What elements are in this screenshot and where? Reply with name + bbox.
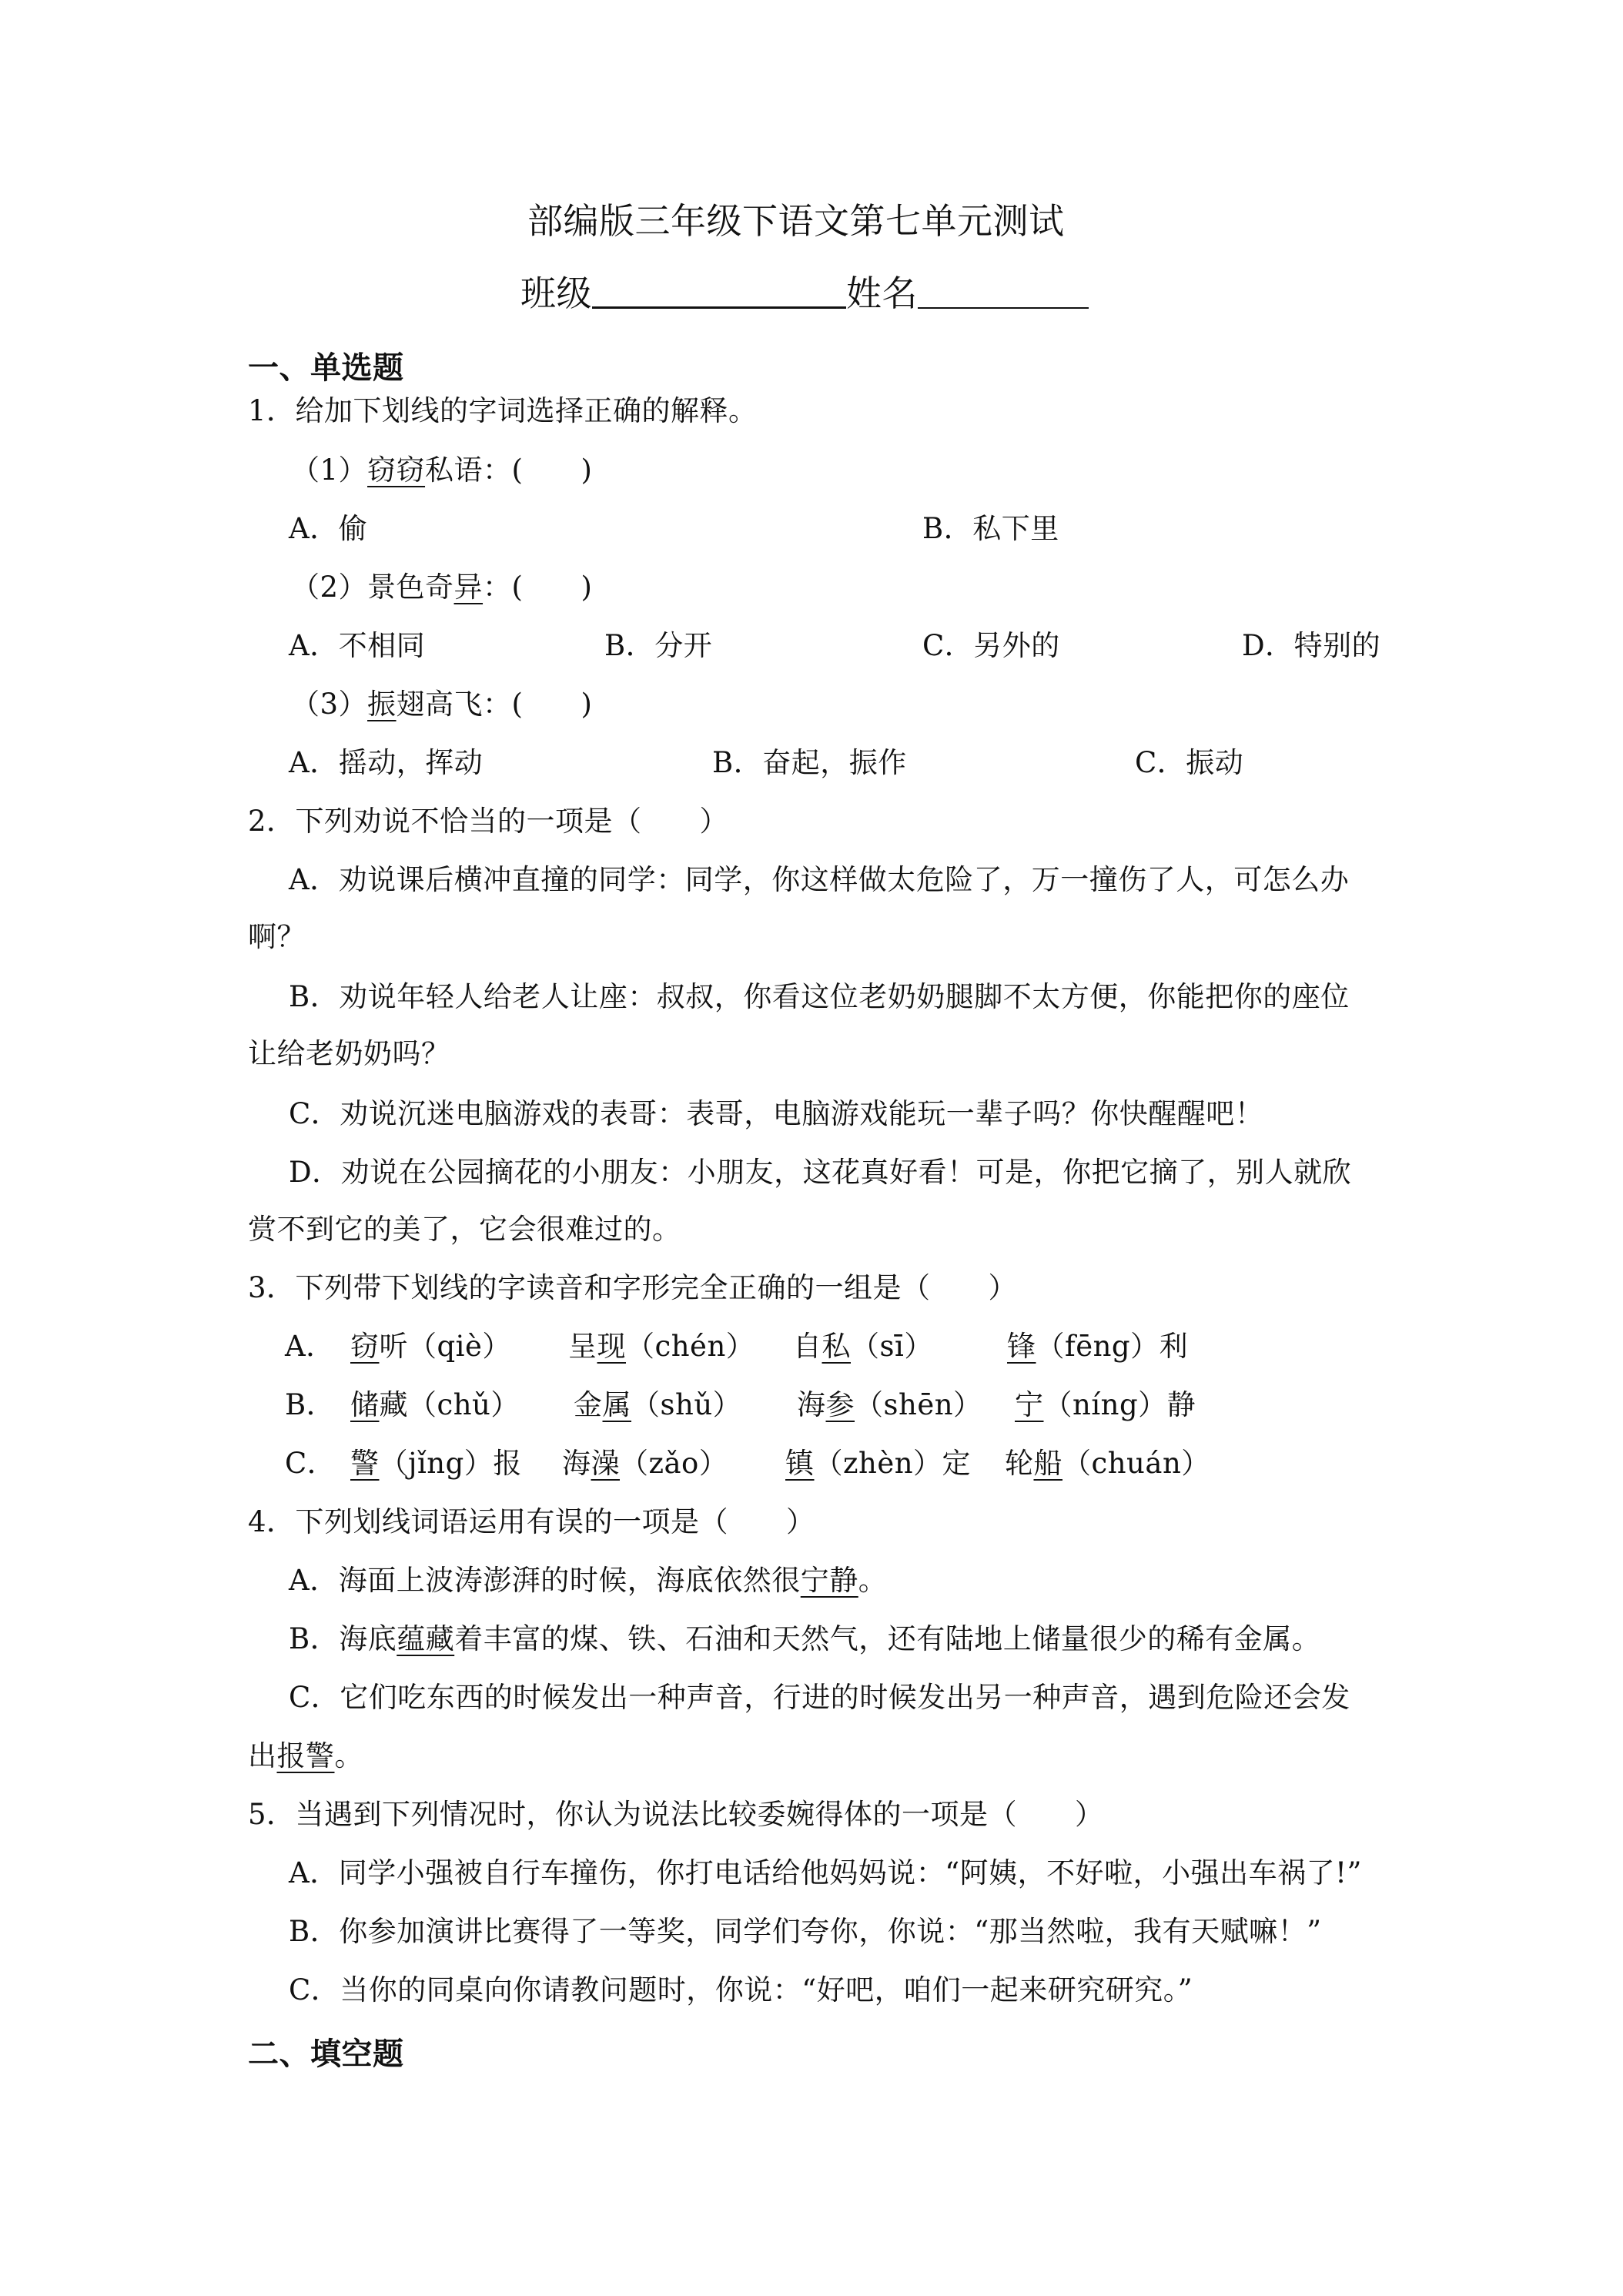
- q1-sub2-option-d: D．特别的: [1242, 629, 1381, 662]
- q2-stem: 2．下列劝说不恰当的一项是（ ）: [248, 805, 729, 838]
- q1-sub1: （1）窃窃私语：( ): [291, 454, 593, 487]
- q3-row-a-item-3: 自私（sī）: [793, 1330, 933, 1363]
- q3-stem: 3．下列带下划线的字读音和字形完全正确的一组是（ ）: [248, 1271, 1018, 1304]
- q1-sub2-option-a: A．不相同: [289, 629, 426, 662]
- q4-option-a: A．海面上波涛澎湃的时候，海底依然很宁静。: [289, 1564, 888, 1597]
- q3-row-c-item-4: 轮船（chuán）: [1005, 1447, 1210, 1480]
- q3-row-c-item-3: 镇（zhèn）定: [785, 1447, 972, 1480]
- q5-option-b: B．你参加演讲比赛得了一等奖，同学们夸你，你说：“那当然啦，我有天赋嘛！”: [289, 1915, 1322, 1948]
- name-label: 姓名: [846, 273, 918, 314]
- q4-option-b: B．海底蕴藏着丰富的煤、铁、石油和天然气，还有陆地上储量很少的稀有金属。: [289, 1622, 1321, 1655]
- underlined-word: 异: [453, 571, 484, 604]
- q2-option-d: D．劝说在公园摘花的小朋友：小朋友，这花真好看！可是，你把它摘了，别人就欣: [289, 1156, 1352, 1189]
- q3-row-b-item-4: 宁（níng）静: [1015, 1388, 1196, 1421]
- page-title: 部编版三年级下语文第七单元测试: [527, 200, 1065, 242]
- q1-sub2: （2）景色奇异：( ): [291, 571, 593, 604]
- q3-row-b-item-1: 储藏（chǔ）: [350, 1388, 520, 1421]
- q5-option-a: A．同学小强被自行车撞伤，你打电话给他妈妈说：“阿姨，不好啦，小强出车祸了!”: [289, 1856, 1362, 1889]
- q1-sub2-option-b: B．分开: [604, 629, 713, 662]
- q2-option-a: A．劝说课后横冲直撞的同学：同学，你这样做太危险了，万一撞伤了人，可怎么办: [289, 863, 1350, 896]
- section-heading-fill-blank: 二、填空题: [248, 2037, 404, 2072]
- student-info: [520, 273, 1089, 314]
- q3-row-a-label: A．: [285, 1330, 335, 1363]
- q1-sub3-option-b: B．奋起，振作: [712, 746, 907, 779]
- q2-option-d-cont: 赏不到它的美了，它会很难过的。: [248, 1213, 681, 1246]
- q3-row-c-label: C．: [285, 1447, 336, 1480]
- q1-sub3-option-c: C．振动: [1135, 746, 1244, 779]
- q1-sub1-option-a: A．偷: [289, 512, 368, 545]
- q3-row-a-item-2: 呈现（chén）: [568, 1330, 755, 1363]
- q4-stem: 4．下列划线词语运用有误的一项是（ ）: [248, 1505, 815, 1538]
- q2-option-c: C．劝说沉迷电脑游戏的表哥：表哥，电脑游戏能玩一辈子吗？你快醒醒吧！: [289, 1097, 1264, 1130]
- q3-row-b-item-3: 海参（shēn）: [797, 1388, 982, 1421]
- class-blank: [592, 276, 846, 309]
- q4-option-c-cont: 出报警。: [248, 1739, 363, 1772]
- class-label: 班级: [520, 273, 592, 314]
- q2-option-a-cont: 啊？: [248, 920, 306, 953]
- q3-row-c-item-1: 警（jǐng）报: [350, 1447, 522, 1480]
- name-blank: [918, 276, 1089, 309]
- section-heading-single-choice: 一、单选题: [248, 350, 404, 386]
- q3-row-b-item-2: 金属（shǔ）: [574, 1388, 742, 1421]
- q3-row-b-label: B．: [285, 1388, 336, 1421]
- q3-row-a-item-1: 窃听（qiè）: [350, 1330, 511, 1363]
- q2-option-b: B．劝说年轻人给老人让座：叔叔，你看这位老奶奶腿脚不太方便，你能把你的座位: [289, 980, 1350, 1013]
- q1-sub2-option-c: C．另外的: [922, 629, 1060, 662]
- q2-option-b-cont: 让给老奶奶吗？: [248, 1037, 450, 1070]
- q4-option-c: C．它们吃东西的时候发出一种声音，行进的时候发出另一种声音，遇到危险还会发: [289, 1681, 1350, 1714]
- q3-row-c-item-2: 海澡（zǎo）: [562, 1447, 728, 1480]
- q1-sub3-option-a: A．摇动，挥动: [289, 746, 484, 779]
- underlined-word: 窃窃: [367, 454, 426, 487]
- underlined-word: 振: [367, 688, 397, 721]
- q3-row-a-item-4: 锋（fēng）利: [1007, 1330, 1189, 1363]
- q1-stem: 1．给加下划线的字词选择正确的解释。: [248, 394, 758, 427]
- q5-option-c: C．当你的同桌向你请教问题时，你说：“好吧，咱们一起来研究研究。”: [289, 1973, 1193, 2006]
- q1-sub1-option-b: B．私下里: [922, 512, 1059, 545]
- q1-sub3: （3）振翅高飞：( ): [291, 688, 593, 721]
- q5-stem: 5．当遇到下列情况时，你认为说法比较委婉得体的一项是（ ）: [248, 1798, 1104, 1831]
